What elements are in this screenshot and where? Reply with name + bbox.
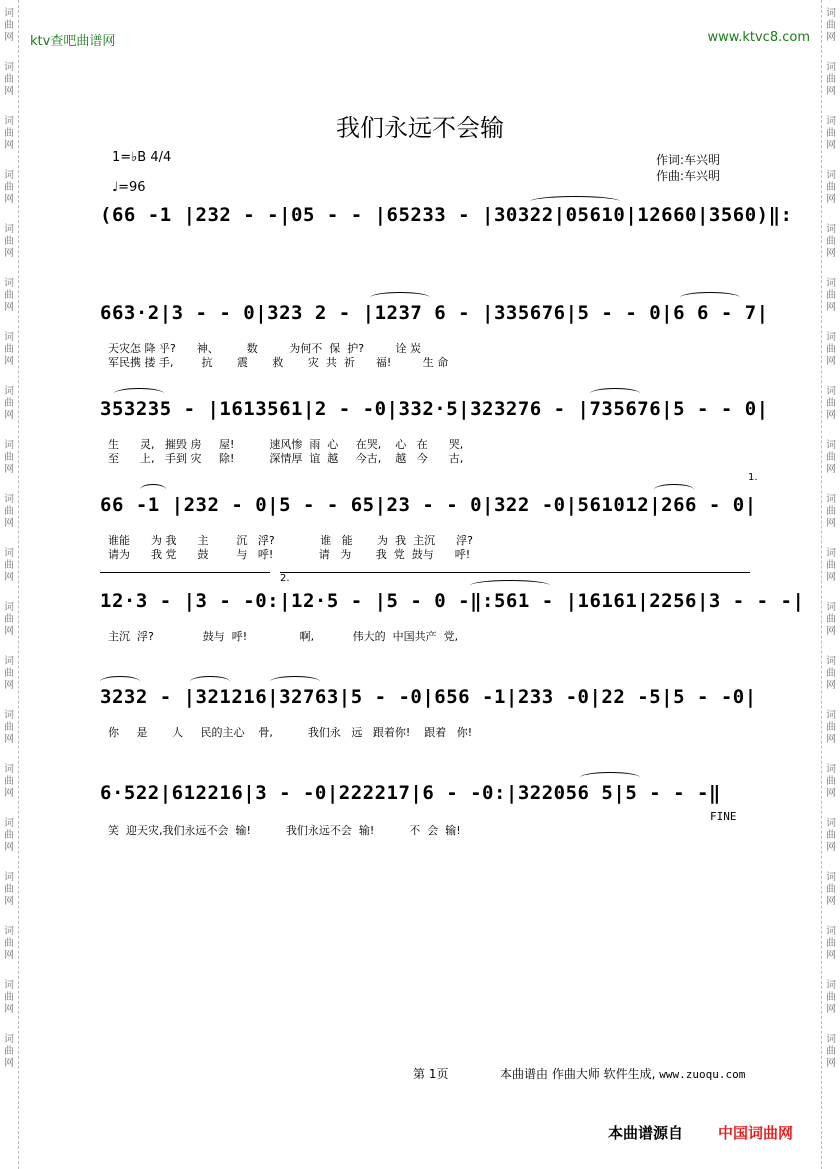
watermark-text: 词 曲 网 [826,8,836,43]
song-title: 我们永远不会输 [336,114,504,142]
watermark-text: 词 曲 网 [4,548,14,583]
watermark-text: 词 曲 网 [4,8,14,43]
watermark-text: 词 曲 网 [826,764,836,799]
slur [590,388,640,399]
watermark-text: 词 曲 网 [826,62,836,97]
staff-notes: (66 -1 |232 - -|05 - - |65233 - |30322|05610|12660|3560)‖: [100,204,793,226]
watermark-text: 词 曲 网 [4,764,14,799]
watermark-text: 词 曲 网 [826,602,836,637]
staff-notes: 3232 - |321216|32763|5 - -0|656 -1|233 -0|22 -5|5 - -0| [100,686,757,708]
watermark-text: 词 曲 网 [4,980,14,1015]
watermark-text: 词 曲 网 [4,494,14,529]
slur [654,484,694,495]
watermark-text: 词 曲 网 [826,494,836,529]
watermark-text: 词 曲 网 [826,980,836,1015]
slur [580,772,640,783]
watermark-text: 词 曲 网 [4,602,14,637]
header-site-right[interactable]: www.ktvc8.com [707,30,810,45]
watermark-text: 词 曲 网 [4,872,14,907]
source-label: 本曲谱源自 [608,1124,684,1142]
staff-notes: 6·522|612216|3 - -0|222217|6 - -0:|322056 5|5 - - -‖ [100,782,721,804]
staff-1 [100,204,793,244]
watermark-text: 词 曲 网 [826,386,836,421]
watermark-text: 词 曲 网 [826,440,836,475]
watermark-text: 词 曲 网 [826,224,836,259]
lyrics-verse-1: 天灾怎 降 乎? 神、 数 为何不 保 护? 诠 炭 [108,342,422,355]
lyrics-verse-1: 主沉 浮? 鼓与 呼! 啊, 伟大的 中国共产 党, [108,630,459,643]
generator-note [500,1065,745,1082]
volta-1-bracket [100,572,270,581]
staff-5 [100,573,805,643]
lyrics-verse-1: 谁能 为 我 主 沉 浮? 谁 能 为 我 主沉 浮? [108,534,473,547]
lyrics-verse-1: 你 是 人 民的主心 骨, 我们永 远 跟着你! 跟着 你! [108,726,473,739]
lyricist: 作词:车兴明 [656,153,721,167]
right-watermark-strip [821,0,840,1169]
watermark-text: 词 曲 网 [4,116,14,151]
watermark-text: 词 曲 网 [4,1034,14,1069]
staff-7 [100,782,750,837]
left-watermark-strip [0,0,19,1169]
watermark-text: 词 曲 网 [826,170,836,205]
watermark-text: 词 曲 网 [4,386,14,421]
watermark-text: 词 曲 网 [826,710,836,745]
slur [114,388,164,399]
volta-1-label: 1. [748,472,758,483]
lyrics-verse-2: 军民携 搂 手, 抗 震 救 灾 共 祈 福! 生 命 [108,356,449,369]
slur [470,580,550,591]
staff-notes: 663·2|3 - - 0|323 2 - |1237 6 - |335676|5 - - 0|6 6 - 7| [100,302,769,324]
slur [680,292,740,303]
watermark-text: 词 曲 网 [826,116,836,151]
generator-text: 本曲谱由 作曲大师 软件生成, [500,1067,656,1081]
staff-notes: 12·3 - |3 - -0:|12·5 - |5 - 0 -‖:561 - |16161|2256|3 - - -| [100,590,805,612]
lyrics-verse-1: 笑 迎天灾,我们永远不会 输! 我们永远不会 输! 不 会 输! [108,824,461,837]
watermark-text: 词 曲 网 [4,278,14,313]
slur [270,676,320,687]
watermark-text: 词 曲 网 [826,656,836,691]
watermark-text: 词 曲 网 [826,548,836,583]
staff-notes: 66 -1 |232 - 0|5 - - 65|23 - - 0|322 -0|561012|266 - 0| [100,494,757,516]
credits [656,152,720,184]
watermark-text: 词 曲 网 [4,224,14,259]
watermark-text: 词 曲 网 [4,818,14,853]
slur [530,196,620,207]
composer: 作曲:车兴明 [656,169,721,183]
watermark-text: 词 曲 网 [4,710,14,745]
watermark-text: 词 曲 网 [4,62,14,97]
key-signature: 1=♭B 4/4 [112,150,172,165]
watermark-text: 词 曲 网 [826,332,836,367]
watermark-text: 词 曲 网 [4,926,14,961]
volta-2-label: 2. [280,573,290,584]
watermark-text: 词 曲 网 [826,1034,836,1069]
lyrics-verse-1: 生 灵, 摧毁 房 屋! 速风惨 雨 心 在哭, 心 在 哭, [108,438,464,451]
watermark-text: 词 曲 网 [4,332,14,367]
source-site-link[interactable]: 中国词曲网 [718,1124,794,1142]
page-number: 第 1页 [413,1067,449,1081]
tempo-marking: ♩=96 [112,180,146,195]
slur [100,676,140,687]
slur [190,676,230,687]
watermark-text: 词 曲 网 [4,170,14,205]
watermark-text: 词 曲 网 [826,926,836,961]
lyrics-verse-2: 至 上, 手到 灾 除! 深情厚 谊 越 今古, 越 今 古, [108,452,464,465]
watermark-text: 词 曲 网 [826,872,836,907]
fine-marking: FINE [710,810,737,823]
watermark-text: 词 曲 网 [826,278,836,313]
slur [140,484,166,495]
staff-2 [100,302,769,369]
staff-4 [100,472,758,561]
slur [370,292,430,303]
header-site-left[interactable]: ktv查吧曲谱网 [30,34,116,49]
watermark-text: 词 曲 网 [826,818,836,853]
staff-notes: 353235 - |1613561|2 - -0|332·5|323276 - |735676|5 - - 0| [100,398,769,420]
watermark-text: 词 曲 网 [4,656,14,691]
staff-6 [100,686,757,739]
lyrics-verse-2: 请为 我 党 鼓 与 呼! 请 为 我 党 鼓与 呼! [108,548,471,561]
watermark-text: 词 曲 网 [4,440,14,475]
generator-url[interactable]: www.zuoqu.com [659,1068,746,1081]
staff-3 [100,398,769,465]
